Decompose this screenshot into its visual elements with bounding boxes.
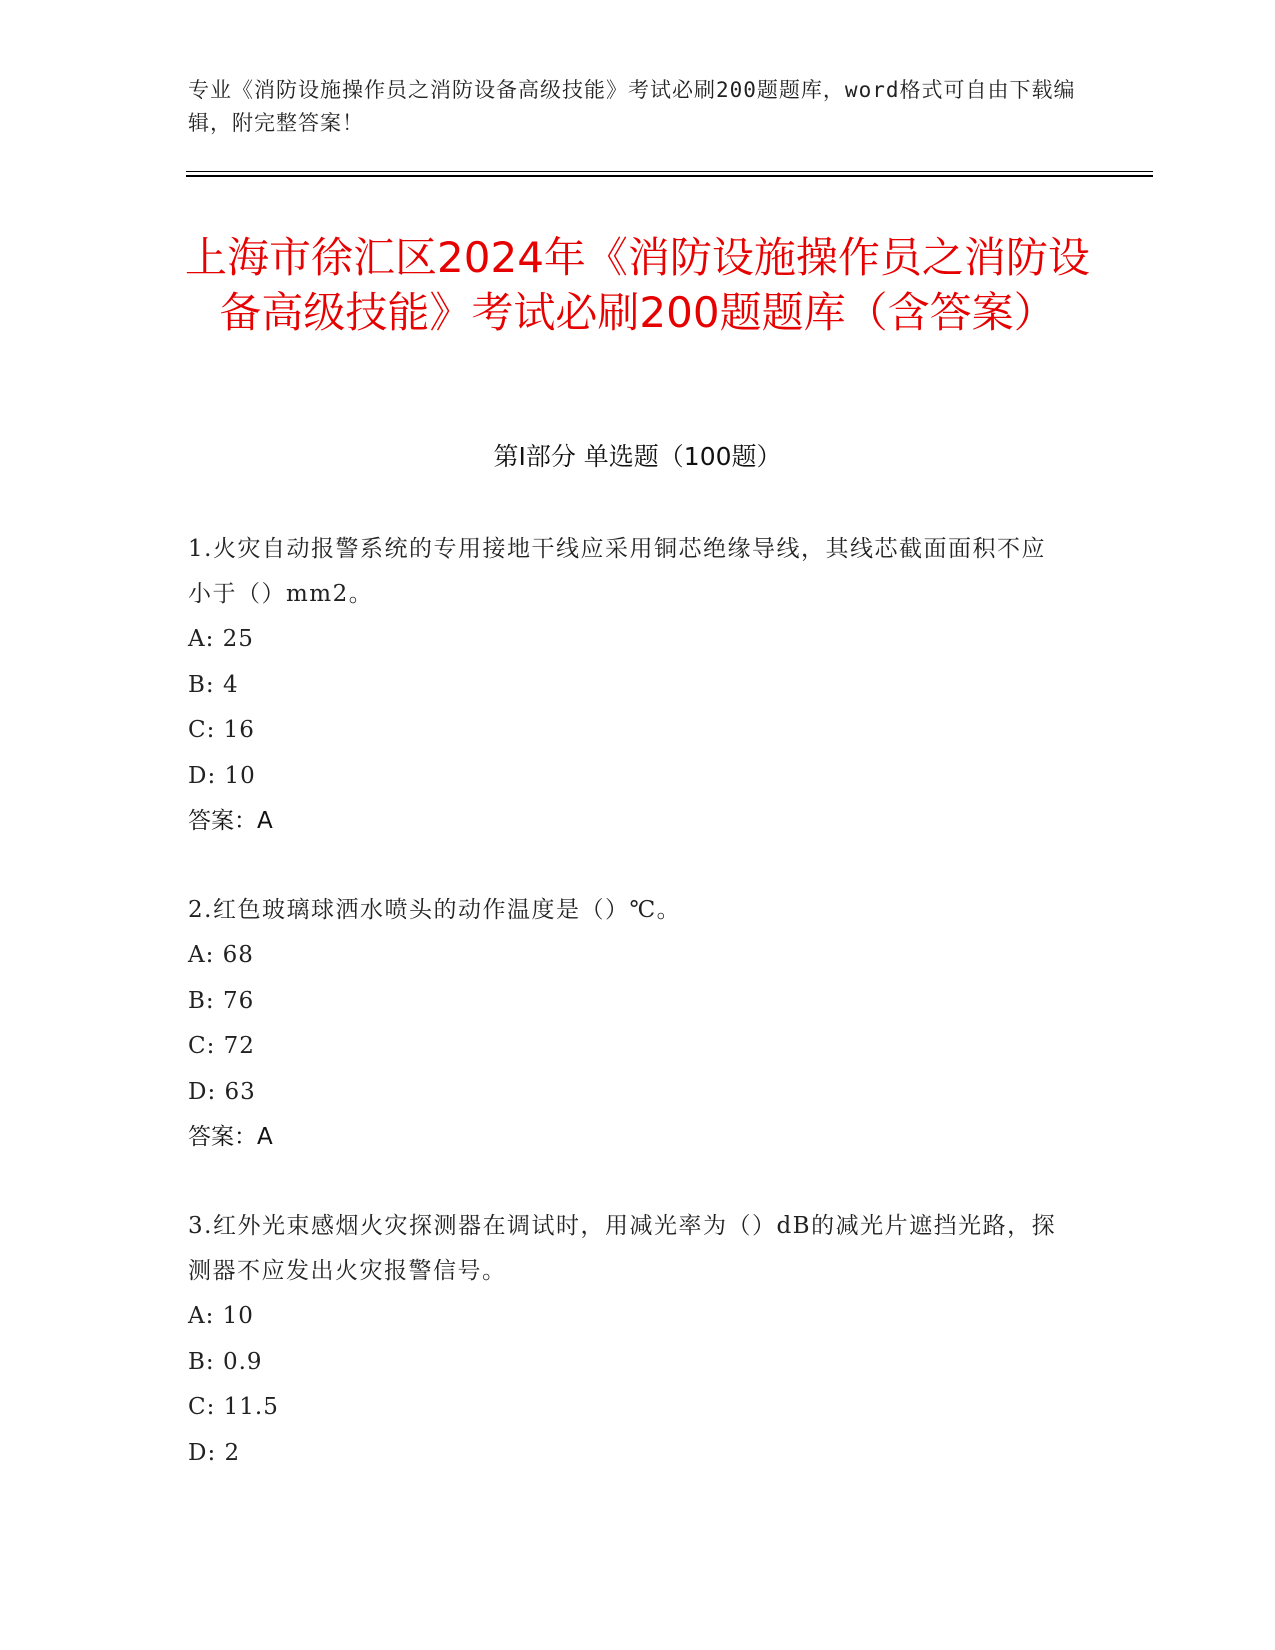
section-title: 第Ⅰ部分 单选题（100题） xyxy=(493,442,782,471)
option-a: A: 25 xyxy=(188,626,254,652)
option-a: A: 10 xyxy=(188,1303,254,1329)
option-c: C: 72 xyxy=(188,1033,255,1059)
option-d: D: 2 xyxy=(188,1439,241,1466)
option-b: B: 0.9 xyxy=(188,1348,263,1375)
header-divider-thin xyxy=(186,171,1153,172)
option-d: D: 63 xyxy=(188,1078,256,1105)
question-item xyxy=(188,888,1068,1160)
answer-label: 答案：A xyxy=(188,1124,273,1150)
option-a: A: 68 xyxy=(188,942,254,968)
question-stem: 2.红色玻璃球洒水喷头的动作温度是（）℃。 xyxy=(188,897,682,923)
option-b: B: 76 xyxy=(188,987,255,1014)
option-d: D: 10 xyxy=(188,762,256,789)
question-item xyxy=(188,527,1068,844)
question-stem: 3.红外光束感烟火灾探测器在调试时，用减光率为（）dB的减光片遮挡光路，探测器不应发出火灾报警信号。 xyxy=(188,1213,1057,1284)
question-stem: 1.火灾自动报警系统的专用接地干线应采用铜芯绝缘导线，其线芯截面面积不应小于（）mm2。 xyxy=(188,536,1046,607)
option-b: B: 4 xyxy=(188,671,239,698)
question-item xyxy=(188,1204,1068,1476)
document-title: 上海市徐汇区2024年《消防设施操作员之消防设备高级技能》考试必刷200题题库（含答案） xyxy=(185,233,1090,337)
header-divider-thick xyxy=(186,175,1153,177)
option-c: C: 16 xyxy=(188,717,255,743)
question-list xyxy=(188,527,1068,1520)
option-c: C: 11.5 xyxy=(188,1394,279,1420)
answer-label: 答案：A xyxy=(188,808,273,834)
header-note: 专业《消防设施操作员之消防设备高级技能》考试必刷200题题库，word格式可自由下载编辑，附完整答案！ xyxy=(188,78,1076,135)
